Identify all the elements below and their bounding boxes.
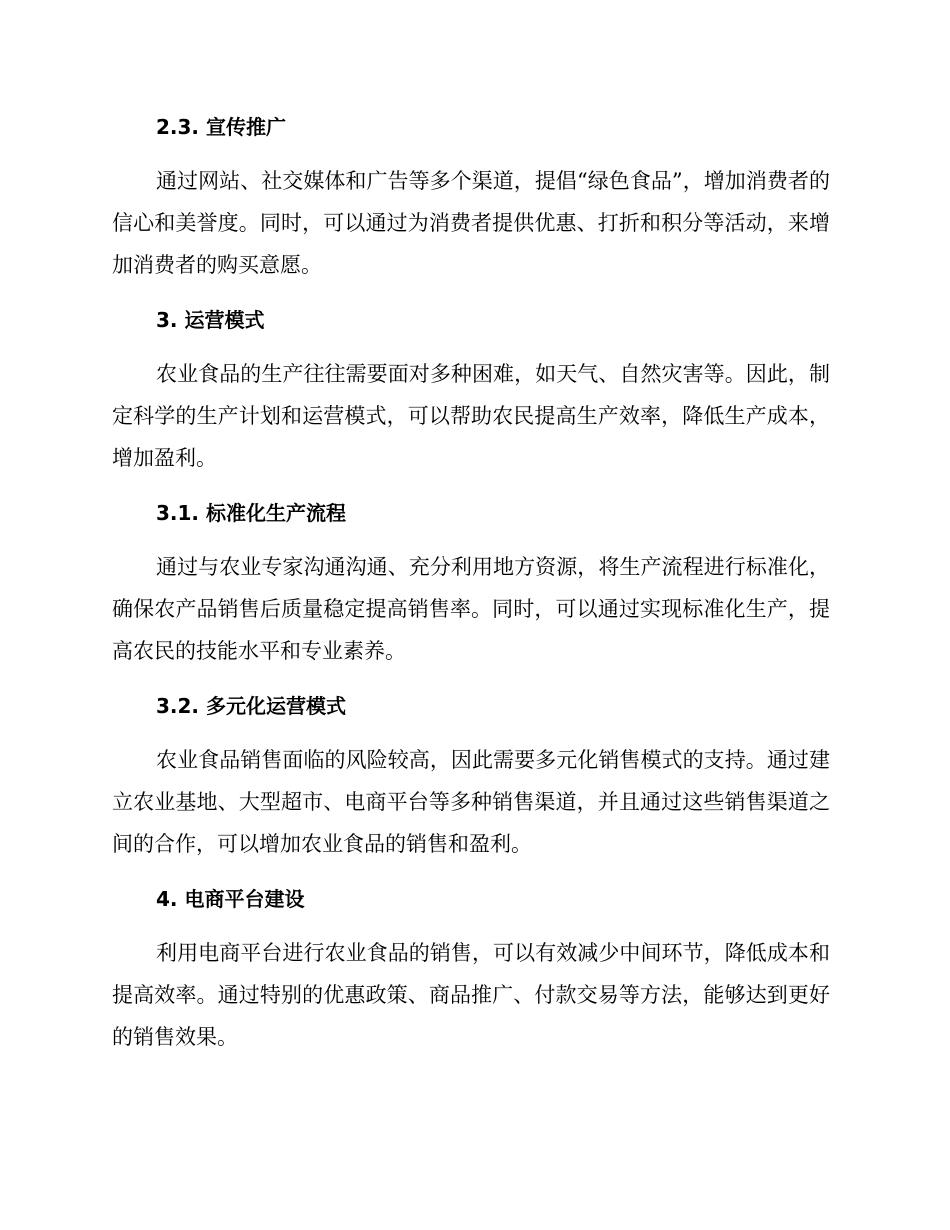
section-paragraph-3-1: 通过与农业专家沟通沟通、充分利用地方资源，将生产流程进行标准化，确保农产品销售后质量稳定提高销售率。同时，可以通过实现标准化生产，提高农民的技能水平和专业素养。 [112,555,830,663]
document-body [112,113,830,1058]
section-heading-3: 3. 运营模式 [156,308,265,332]
section-paragraph-2-3: 通过网站、社交媒体和广告等多个渠道，提倡“绿色食品”，增加消费者的信心和美誉度。同时，可以通过为消费者提供优惠、打折和积分等活动，来增加消费者的购买意愿。 [112,169,830,277]
section-heading-2-3: 2.3. 宣传推广 [156,115,286,139]
section-heading-4: 4. 电商平台建设 [156,887,305,911]
section-paragraph-3: 农业食品的生产往往需要面对多种困难，如天气、自然灾害等。因此，制定科学的生产计划和运营模式，可以帮助农民提高生产效率，降低生产成本，增加盈利。 [112,362,830,470]
section-heading-3-2: 3.2. 多元化运营模式 [156,694,346,718]
section-paragraph-3-2: 农业食品销售面临的风险较高，因此需要多元化销售模式的支持。通过建立农业基地、大型超市、电商平台等多种销售渠道，并且通过这些销售渠道之间的合作，可以增加农业食品的销售和盈利。 [112,748,830,856]
section-heading-3-1: 3.1. 标准化生产流程 [156,501,346,525]
section-paragraph-4: 利用电商平台进行农业食品的销售，可以有效减少中间环节，降低成本和提高效率。通过特别的优惠政策、商品推广、付款交易等方法，能够达到更好的销售效果。 [112,941,830,1049]
